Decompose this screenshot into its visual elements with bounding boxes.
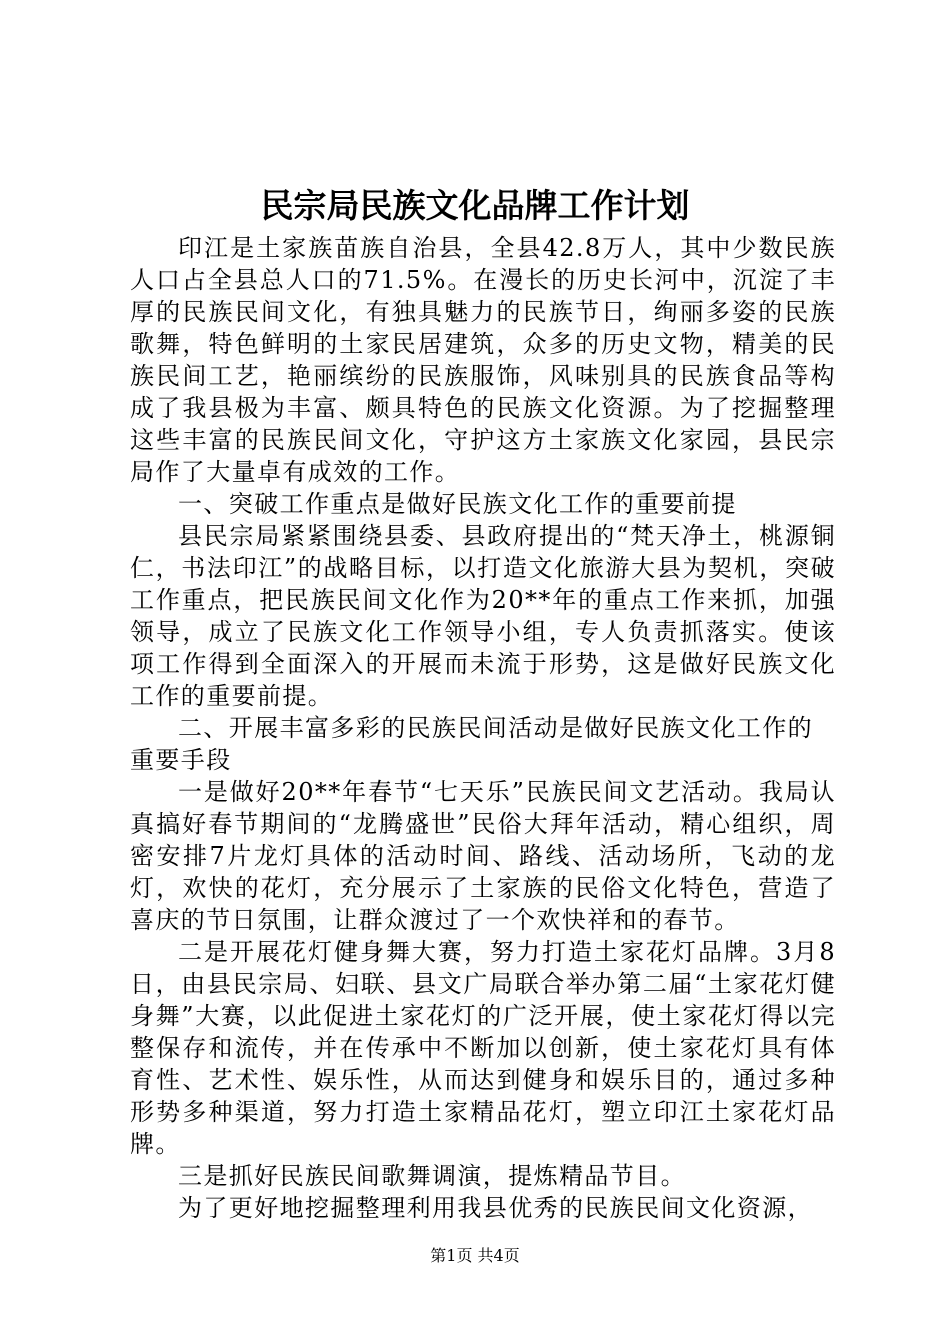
document-title: 民宗局民族文化品牌工作计划 xyxy=(260,186,690,225)
paragraph-item-1: 一是做好20**年春节“七天乐”民族民间文艺活动。我局认真搞好春节期间的“龙腾盛世”民俗大拜年活动，精心组织，周密安排7片龙灯具体的活动时间、路线、活动场所，飞动的龙灯，欢快的花灯，充分展示了土家族的民俗文化特色，营造了喜庆的节日氛围，让群众渡过了一个欢快祥和的春节。 xyxy=(130,778,836,934)
section-heading-2: 二、开展丰富多彩的民族民间活动是做好民族文化工作的重要手段 xyxy=(130,714,813,774)
document-body xyxy=(130,232,836,1224)
paragraph-item-3: 三是抓好民族民间歌舞调演，提炼精品节目。 xyxy=(178,1162,686,1190)
section-heading-1: 一、突破工作重点是做好民族文化工作的重要前提 xyxy=(178,490,737,518)
paragraph-section-1: 县民宗局紧紧围绕县委、县政府提出的“梵天净土，桃源铜仁，书法印江”的战略目标，以打造文化旅游大县为契机，突破工作重点，把民族民间文化作为20**年的重点工作来抓，加强领导，成立了民族文化工作领导小组，专人负责抓落实。使该项工作得到全面深入的开展而未流于形势，这是做好民族文化工作的重要前提。 xyxy=(130,522,836,710)
paragraph-continuation: 为了更好地挖掘整理利用我县优秀的民族民间文化资源， xyxy=(178,1194,813,1222)
paragraph-item-2: 二是开展花灯健身舞大赛，努力打造土家花灯品牌。3月8日，由县民宗局、妇联、县文广局联合举办第二届“土家花灯健身舞”大赛，以此促进土家花灯的广泛开展，使土家花灯得以完整保存和流传，并在传承中不断加以创新，使土家花灯具有体育性、艺术性、娱乐性，从而达到健身和娱乐目的，通过多种形势多种渠道，努力打造土家精品花灯，塑立印江土家花灯品牌。 xyxy=(130,938,836,1158)
page-number: 第1页 共4页 xyxy=(430,1246,520,1265)
paragraph-intro: 印江是土家族苗族自治县，全县42.8万人，其中少数民族人口占全县总人口的71.5%。在漫长的历史长河中，沉淀了丰厚的民族民间文化，有独具魅力的民族节日，绚丽多姿的民族歌舞，特色鲜明的土家民居建筑，众多的历史文物，精美的民族民间工艺，艳丽缤纷的民族服饰，风味别具的民族食品等构成了我县极为丰富、颇具特色的民族文化资源。为了挖掘整理这些丰富的民族民间文化，守护这方土家族文化家园，县民宗局作了大量卓有成效的工作。 xyxy=(130,234,836,486)
